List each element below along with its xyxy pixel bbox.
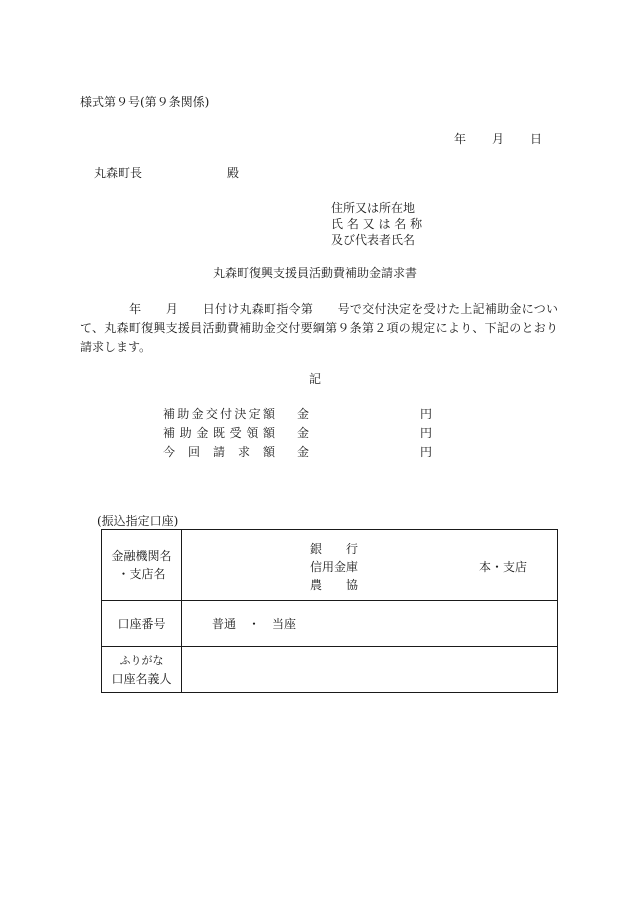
amount-unit: 円 bbox=[420, 445, 433, 459]
body-text: 年 月 日付け丸森町指令第 号で交付決定を受けた上記補助金について、丸森町復興支援員活動費補助金交付要綱第９条第２項の規定により、下記のとおり請求します。 bbox=[80, 302, 558, 354]
document-title: 丸森町復興支援員活動費補助金請求書 bbox=[212, 266, 417, 280]
applicant-name-label: 氏 名 又 は 名 称 bbox=[331, 217, 423, 231]
institution-field[interactable] bbox=[182, 530, 558, 601]
applicant-representative-label: 及び代表者氏名 bbox=[331, 233, 416, 247]
amount-label: 今回請求額 bbox=[163, 445, 275, 459]
institution-header-line2: ・支店名 bbox=[117, 567, 166, 581]
institution-types bbox=[310, 540, 358, 594]
holder-header bbox=[102, 647, 182, 693]
date-day: 日 bbox=[530, 132, 543, 146]
account-number-header: 口座番号 bbox=[102, 601, 182, 647]
institution-type-bank: 銀 行 bbox=[310, 542, 359, 556]
institution-header-line1: 金融機関名 bbox=[111, 549, 172, 563]
amount-prefix: 金 bbox=[297, 426, 310, 440]
holder-field[interactable] bbox=[182, 647, 558, 693]
amount-label: 補助金既受領額 bbox=[163, 426, 275, 440]
holder-header-line2: 口座名義人 bbox=[111, 671, 172, 686]
institution-type-nokyo: 農 協 bbox=[310, 578, 359, 592]
bank-caption: (振込指定口座) bbox=[97, 514, 179, 528]
applicant-address-label: 住所又は所在地 bbox=[331, 201, 416, 215]
table-row bbox=[102, 530, 558, 601]
branch-suffix: 本・支店 bbox=[479, 560, 528, 574]
holder-header-line1: ふりがな bbox=[119, 653, 164, 667]
amount-unit: 円 bbox=[420, 426, 433, 440]
date-month: 月 bbox=[492, 132, 505, 146]
form-number: 様式第９号(第９条関係) bbox=[80, 95, 210, 109]
amount-label: 補助金交付決定額 bbox=[163, 407, 275, 421]
bank-account-table bbox=[101, 529, 558, 693]
recipient bbox=[94, 165, 240, 181]
table-row bbox=[102, 601, 558, 647]
date-line bbox=[454, 131, 542, 147]
amount-prefix: 金 bbox=[297, 445, 310, 459]
table-row bbox=[102, 647, 558, 693]
recipient-name: 丸森町長 bbox=[94, 166, 143, 180]
amount-prefix: 金 bbox=[297, 407, 310, 421]
account-types: 普通 ・ 当座 bbox=[212, 617, 297, 631]
ki-heading: 記 bbox=[308, 372, 321, 386]
date-year: 年 bbox=[454, 132, 467, 146]
account-number-field[interactable] bbox=[182, 601, 558, 647]
institution-header bbox=[102, 530, 182, 601]
institution-type-shinkin: 信用金庫 bbox=[310, 560, 359, 574]
amount-unit: 円 bbox=[420, 407, 433, 421]
applicant-block bbox=[331, 200, 422, 248]
recipient-honorific: 殿 bbox=[227, 166, 240, 180]
